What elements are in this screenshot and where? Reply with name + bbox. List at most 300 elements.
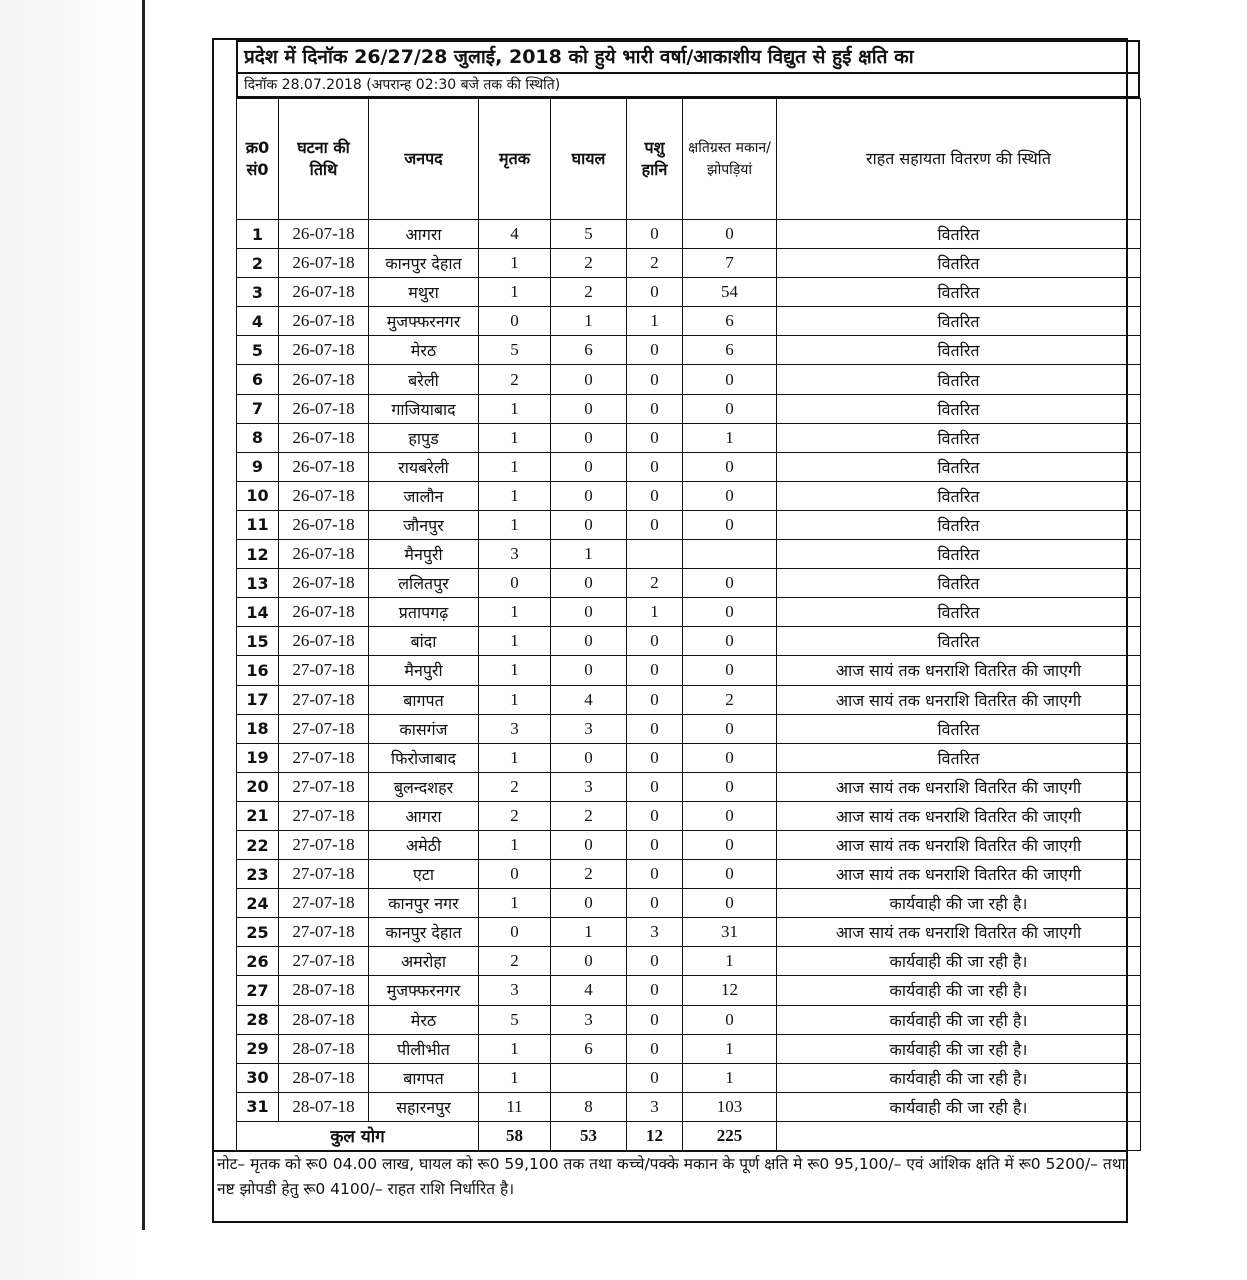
cell-animal-loss: 0	[627, 365, 683, 394]
cell-relief-status: वितरित	[777, 598, 1141, 627]
cell-relief-status: वितरित	[777, 569, 1141, 598]
table-row	[237, 772, 1141, 801]
cell-date: 26-07-18	[279, 394, 369, 423]
cell-dead: 1	[479, 1034, 551, 1063]
total-animal-loss: 12	[627, 1121, 683, 1150]
cell-injured: 2	[551, 249, 627, 278]
cell-injured: 0	[551, 947, 627, 976]
cell-dead: 1	[479, 656, 551, 685]
cell-date: 27-07-18	[279, 889, 369, 918]
table-row	[237, 481, 1141, 510]
cell-animal-loss: 0	[627, 772, 683, 801]
cell-district: मेरठ	[369, 1005, 479, 1034]
cell-damaged-houses: 2	[683, 685, 777, 714]
cell-animal-loss: 1	[627, 307, 683, 336]
cell-relief-status: वितरित	[777, 394, 1141, 423]
cell-damaged-houses: 0	[683, 860, 777, 889]
cell-serial: 12	[237, 540, 279, 569]
cell-dead: 3	[479, 976, 551, 1005]
total-label: कुल योग	[237, 1121, 479, 1150]
cell-serial: 29	[237, 1034, 279, 1063]
table-row	[237, 278, 1141, 307]
cell-district: कासगंज	[369, 714, 479, 743]
cell-dead: 3	[479, 714, 551, 743]
cell-serial: 11	[237, 510, 279, 539]
table-row	[237, 743, 1141, 772]
cell-relief-status: आज सायं तक धनराशि वितरित की जाएगी	[777, 801, 1141, 830]
cell-animal-loss: 0	[627, 1005, 683, 1034]
cell-animal-loss: 3	[627, 918, 683, 947]
table-row	[237, 1034, 1141, 1063]
cell-dead: 0	[479, 569, 551, 598]
cell-dead: 1	[479, 394, 551, 423]
cell-animal-loss: 3	[627, 1092, 683, 1121]
cell-serial: 26	[237, 947, 279, 976]
cell-district: मुजफ्फरनगर	[369, 976, 479, 1005]
cell-date: 27-07-18	[279, 656, 369, 685]
cell-district: अमेठी	[369, 830, 479, 859]
cell-serial: 19	[237, 743, 279, 772]
cell-damaged-houses: 0	[683, 598, 777, 627]
cell-damaged-houses: 103	[683, 1092, 777, 1121]
cell-damaged-houses: 6	[683, 336, 777, 365]
cell-district: कानपुर नगर	[369, 889, 479, 918]
table-header-row	[237, 99, 1141, 220]
cell-injured: 0	[551, 598, 627, 627]
cell-injured: 3	[551, 772, 627, 801]
table-row	[237, 714, 1141, 743]
cell-date: 26-07-18	[279, 627, 369, 656]
cell-relief-status: वितरित	[777, 452, 1141, 481]
cell-district: कानपुर देहात	[369, 249, 479, 278]
cell-relief-status: आज सायं तक धनराशि वितरित की जाएगी	[777, 772, 1141, 801]
cell-relief-status: आज सायं तक धनराशि वितरित की जाएगी	[777, 685, 1141, 714]
cell-relief-status: वितरित	[777, 743, 1141, 772]
cell-district: कानपुर देहात	[369, 918, 479, 947]
cell-dead: 4	[479, 220, 551, 249]
cell-animal-loss: 1	[627, 598, 683, 627]
cell-dead: 0	[479, 918, 551, 947]
cell-animal-loss: 0	[627, 830, 683, 859]
cell-relief-status: आज सायं तक धनराशि वितरित की जाएगी	[777, 918, 1141, 947]
cell-injured: 0	[551, 627, 627, 656]
cell-injured: 5	[551, 220, 627, 249]
cell-district: मुजफ्फरनगर	[369, 307, 479, 336]
cell-animal-loss: 0	[627, 394, 683, 423]
cell-dead: 2	[479, 801, 551, 830]
cell-serial: 21	[237, 801, 279, 830]
cell-damaged-houses: 0	[683, 714, 777, 743]
page-edge-line	[142, 0, 145, 1230]
cell-dead: 1	[479, 889, 551, 918]
cell-injured: 0	[551, 569, 627, 598]
cell-serial: 16	[237, 656, 279, 685]
cell-dead: 1	[479, 481, 551, 510]
header-district: जनपद	[369, 99, 479, 220]
table-row	[237, 830, 1141, 859]
cell-date: 27-07-18	[279, 830, 369, 859]
cell-dead: 1	[479, 452, 551, 481]
cell-dead: 5	[479, 1005, 551, 1034]
table-row	[237, 656, 1141, 685]
cell-injured: 0	[551, 365, 627, 394]
cell-district: बागपत	[369, 685, 479, 714]
table-row	[237, 1092, 1141, 1121]
total-status-empty	[777, 1121, 1141, 1150]
cell-relief-status: वितरित	[777, 249, 1141, 278]
cell-relief-status: आज सायं तक धनराशि वितरित की जाएगी	[777, 830, 1141, 859]
cell-date: 26-07-18	[279, 598, 369, 627]
cell-serial: 8	[237, 423, 279, 452]
cell-damaged-houses: 0	[683, 1005, 777, 1034]
cell-damaged-houses: 0	[683, 365, 777, 394]
cell-damaged-houses: 0	[683, 889, 777, 918]
cell-district: अमरोहा	[369, 947, 479, 976]
cell-district: प्रतापगढ़	[369, 598, 479, 627]
cell-animal-loss: 0	[627, 278, 683, 307]
cell-district: एटा	[369, 860, 479, 889]
cell-damaged-houses: 7	[683, 249, 777, 278]
cell-injured: 0	[551, 510, 627, 539]
table-row	[237, 394, 1141, 423]
cell-district: फिरोजाबाद	[369, 743, 479, 772]
table-row	[237, 249, 1141, 278]
document-title: प्रदेश में दिनॉक 26/27/28 जुलाई, 2018 को हुये भारी वर्षा/आकाशीय विद्युत से हुई क्षति का	[236, 40, 1140, 72]
cell-injured: 0	[551, 481, 627, 510]
cell-relief-status: कार्यवाही की जा रही है।	[777, 889, 1141, 918]
cell-injured: 8	[551, 1092, 627, 1121]
cell-damaged-houses: 0	[683, 830, 777, 859]
cell-injured: 0	[551, 889, 627, 918]
cell-date: 27-07-18	[279, 801, 369, 830]
cell-dead: 2	[479, 772, 551, 801]
table-row	[237, 947, 1141, 976]
cell-relief-status: वितरित	[777, 540, 1141, 569]
cell-district: जौनपुर	[369, 510, 479, 539]
header-relief-status: राहत सहायता वितरण की स्थिति	[777, 99, 1141, 220]
cell-date: 26-07-18	[279, 365, 369, 394]
cell-serial: 10	[237, 481, 279, 510]
cell-relief-status: आज सायं तक धनराशि वितरित की जाएगी	[777, 860, 1141, 889]
cell-district: मथुरा	[369, 278, 479, 307]
cell-date: 26-07-18	[279, 278, 369, 307]
cell-animal-loss: 0	[627, 743, 683, 772]
cell-serial: 13	[237, 569, 279, 598]
cell-injured: 0	[551, 423, 627, 452]
cell-district: मेरठ	[369, 336, 479, 365]
cell-dead: 1	[479, 1063, 551, 1092]
cell-serial: 14	[237, 598, 279, 627]
cell-injured: 1	[551, 918, 627, 947]
cell-serial: 23	[237, 860, 279, 889]
cell-date: 26-07-18	[279, 510, 369, 539]
cell-dead: 11	[479, 1092, 551, 1121]
cell-animal-loss: 0	[627, 336, 683, 365]
cell-serial: 7	[237, 394, 279, 423]
cell-relief-status: वितरित	[777, 481, 1141, 510]
cell-animal-loss: 0	[627, 656, 683, 685]
table-row	[237, 976, 1141, 1005]
cell-dead: 1	[479, 510, 551, 539]
table-row	[237, 510, 1141, 539]
cell-date: 26-07-18	[279, 423, 369, 452]
cell-relief-status: आज सायं तक धनराशि वितरित की जाएगी	[777, 656, 1141, 685]
cell-damaged-houses: 0	[683, 394, 777, 423]
cell-relief-status: वितरित	[777, 278, 1141, 307]
cell-date: 26-07-18	[279, 569, 369, 598]
cell-animal-loss: 0	[627, 1063, 683, 1092]
cell-date: 28-07-18	[279, 1005, 369, 1034]
cell-dead: 1	[479, 685, 551, 714]
cell-damaged-houses: 1	[683, 947, 777, 976]
cell-relief-status: वितरित	[777, 220, 1141, 249]
cell-animal-loss: 0	[627, 714, 683, 743]
cell-injured: 2	[551, 860, 627, 889]
cell-dead: 2	[479, 365, 551, 394]
cell-serial: 2	[237, 249, 279, 278]
cell-animal-loss: 0	[627, 481, 683, 510]
cell-injured: 2	[551, 801, 627, 830]
cell-dead: 1	[479, 423, 551, 452]
cell-date: 26-07-18	[279, 481, 369, 510]
cell-damaged-houses: 0	[683, 656, 777, 685]
cell-injured: 6	[551, 336, 627, 365]
cell-injured: 4	[551, 976, 627, 1005]
cell-district: रायबरेली	[369, 452, 479, 481]
table-row	[237, 598, 1141, 627]
cell-damaged-houses: 0	[683, 627, 777, 656]
cell-relief-status: कार्यवाही की जा रही है।	[777, 976, 1141, 1005]
cell-date: 27-07-18	[279, 743, 369, 772]
total-injured: 53	[551, 1121, 627, 1150]
cell-serial: 30	[237, 1063, 279, 1092]
cell-damaged-houses: 54	[683, 278, 777, 307]
cell-injured: 0	[551, 452, 627, 481]
table-row	[237, 336, 1141, 365]
cell-relief-status: कार्यवाही की जा रही है।	[777, 947, 1141, 976]
cell-district: मैनपुरी	[369, 656, 479, 685]
cell-relief-status: वितरित	[777, 423, 1141, 452]
cell-dead: 1	[479, 598, 551, 627]
cell-serial: 5	[237, 336, 279, 365]
table-row	[237, 685, 1141, 714]
damage-report-table	[236, 98, 1141, 1151]
cell-district: आगरा	[369, 220, 479, 249]
cell-injured: 0	[551, 394, 627, 423]
table-row	[237, 1063, 1141, 1092]
cell-serial: 17	[237, 685, 279, 714]
cell-date: 26-07-18	[279, 307, 369, 336]
cell-injured: 6	[551, 1034, 627, 1063]
cell-injured: 3	[551, 714, 627, 743]
cell-relief-status: वितरित	[777, 336, 1141, 365]
cell-district: हापुड	[369, 423, 479, 452]
table-row	[237, 860, 1141, 889]
cell-dead: 1	[479, 830, 551, 859]
cell-dead: 1	[479, 627, 551, 656]
cell-serial: 15	[237, 627, 279, 656]
table-row	[237, 1005, 1141, 1034]
table-row	[237, 627, 1141, 656]
cell-injured: 1	[551, 540, 627, 569]
cell-date: 27-07-18	[279, 772, 369, 801]
cell-animal-loss: 0	[627, 452, 683, 481]
header-injured: घायल	[551, 99, 627, 220]
cell-relief-status: कार्यवाही की जा रही है।	[777, 1092, 1141, 1121]
relief-amount-note: नोट– मृतक को रू0 04.00 लाख, घायल को रू0 59,100 तक तथा कच्चे/पक्के मकान के पूर्ण क्षति मे रू0 95,100/– एवं आंशिक क्षति में रू0 5200/– तथा नष्ट झोपडी हेतु रू0 4100/– राहत राशि निर्धारित है।	[217, 1155, 1126, 1198]
page-margin-shade	[0, 0, 140, 1280]
cell-damaged-houses: 0	[683, 801, 777, 830]
cell-animal-loss: 0	[627, 220, 683, 249]
cell-damaged-houses	[683, 540, 777, 569]
cell-serial: 24	[237, 889, 279, 918]
total-damaged-houses: 225	[683, 1121, 777, 1150]
cell-animal-loss: 2	[627, 569, 683, 598]
cell-date: 26-07-18	[279, 249, 369, 278]
cell-district: बांदा	[369, 627, 479, 656]
cell-injured: 0	[551, 743, 627, 772]
cell-date: 27-07-18	[279, 918, 369, 947]
cell-relief-status: कार्यवाही की जा रही है।	[777, 1005, 1141, 1034]
header-damaged-houses: क्षतिग्रस्त मकान/ झोपड़ियां	[683, 99, 777, 220]
table-row	[237, 540, 1141, 569]
cell-injured: 0	[551, 830, 627, 859]
cell-dead: 1	[479, 743, 551, 772]
table-row	[237, 307, 1141, 336]
cell-serial: 28	[237, 1005, 279, 1034]
cell-date: 26-07-18	[279, 220, 369, 249]
cell-animal-loss: 0	[627, 947, 683, 976]
cell-animal-loss	[627, 540, 683, 569]
cell-injured	[551, 1063, 627, 1092]
cell-dead: 3	[479, 540, 551, 569]
cell-district: पीलीभीत	[369, 1034, 479, 1063]
cell-relief-status: वितरित	[777, 714, 1141, 743]
cell-injured: 3	[551, 1005, 627, 1034]
cell-serial: 31	[237, 1092, 279, 1121]
cell-dead: 0	[479, 307, 551, 336]
cell-damaged-houses: 0	[683, 510, 777, 539]
cell-damaged-houses: 0	[683, 481, 777, 510]
cell-date: 27-07-18	[279, 685, 369, 714]
table-row	[237, 889, 1141, 918]
cell-relief-status: वितरित	[777, 307, 1141, 336]
total-row	[237, 1121, 1141, 1150]
cell-district: मैनपुरी	[369, 540, 479, 569]
cell-dead: 1	[479, 278, 551, 307]
cell-date: 27-07-18	[279, 860, 369, 889]
cell-animal-loss: 0	[627, 627, 683, 656]
cell-animal-loss: 0	[627, 976, 683, 1005]
cell-date: 28-07-18	[279, 1092, 369, 1121]
cell-damaged-houses: 1	[683, 423, 777, 452]
cell-district: जालौन	[369, 481, 479, 510]
cell-animal-loss: 0	[627, 510, 683, 539]
cell-damaged-houses: 0	[683, 743, 777, 772]
cell-animal-loss: 0	[627, 860, 683, 889]
header-serial: क्र0 सं0	[237, 99, 279, 220]
cell-district: आगरा	[369, 801, 479, 830]
table-row	[237, 569, 1141, 598]
cell-district: गाजियाबाद	[369, 394, 479, 423]
cell-serial: 6	[237, 365, 279, 394]
cell-serial: 9	[237, 452, 279, 481]
total-dead: 58	[479, 1121, 551, 1150]
cell-animal-loss: 0	[627, 685, 683, 714]
table-row	[237, 423, 1141, 452]
cell-dead: 1	[479, 249, 551, 278]
cell-date: 27-07-18	[279, 714, 369, 743]
cell-dead: 2	[479, 947, 551, 976]
cell-damaged-houses: 6	[683, 307, 777, 336]
cell-date: 26-07-18	[279, 540, 369, 569]
cell-injured: 0	[551, 656, 627, 685]
cell-animal-loss: 0	[627, 801, 683, 830]
cell-damaged-houses: 1	[683, 1063, 777, 1092]
cell-district: बुलन्दशहर	[369, 772, 479, 801]
cell-serial: 4	[237, 307, 279, 336]
cell-serial: 22	[237, 830, 279, 859]
cell-district: बरेली	[369, 365, 479, 394]
cell-relief-status: कार्यवाही की जा रही है।	[777, 1034, 1141, 1063]
cell-date: 28-07-18	[279, 1063, 369, 1092]
cell-injured: 4	[551, 685, 627, 714]
cell-damaged-houses: 31	[683, 918, 777, 947]
cell-district: बागपत	[369, 1063, 479, 1092]
cell-serial: 27	[237, 976, 279, 1005]
cell-animal-loss: 2	[627, 249, 683, 278]
cell-relief-status: वितरित	[777, 365, 1141, 394]
cell-damaged-houses: 12	[683, 976, 777, 1005]
cell-serial: 18	[237, 714, 279, 743]
document-subtitle: दिनॉक 28.07.2018 (अपरान्ह 02:30 बजे तक की स्थिति)	[236, 72, 1140, 98]
cell-district: सहारनपुर	[369, 1092, 479, 1121]
cell-date: 28-07-18	[279, 1034, 369, 1063]
cell-dead: 5	[479, 336, 551, 365]
cell-date: 28-07-18	[279, 976, 369, 1005]
cell-damaged-houses: 0	[683, 452, 777, 481]
cell-relief-status: वितरित	[777, 627, 1141, 656]
cell-dead: 0	[479, 860, 551, 889]
table-row	[237, 452, 1141, 481]
cell-damaged-houses: 0	[683, 772, 777, 801]
table-row	[237, 220, 1141, 249]
cell-date: 26-07-18	[279, 336, 369, 365]
header-date: घटना की तिथि	[279, 99, 369, 220]
table-row	[237, 918, 1141, 947]
cell-date: 27-07-18	[279, 947, 369, 976]
cell-serial: 1	[237, 220, 279, 249]
cell-serial: 25	[237, 918, 279, 947]
cell-serial: 3	[237, 278, 279, 307]
header-animal-loss: पशु हानि	[627, 99, 683, 220]
header-dead: मृतक	[479, 99, 551, 220]
cell-serial: 20	[237, 772, 279, 801]
table-row	[237, 365, 1141, 394]
cell-animal-loss: 0	[627, 889, 683, 918]
cell-animal-loss: 0	[627, 423, 683, 452]
cell-animal-loss: 0	[627, 1034, 683, 1063]
cell-injured: 2	[551, 278, 627, 307]
cell-damaged-houses: 0	[683, 569, 777, 598]
cell-injured: 1	[551, 307, 627, 336]
cell-relief-status: कार्यवाही की जा रही है।	[777, 1063, 1141, 1092]
table-body	[237, 220, 1141, 1122]
cell-damaged-houses: 1	[683, 1034, 777, 1063]
table-row	[237, 801, 1141, 830]
cell-damaged-houses: 0	[683, 220, 777, 249]
cell-date: 26-07-18	[279, 452, 369, 481]
